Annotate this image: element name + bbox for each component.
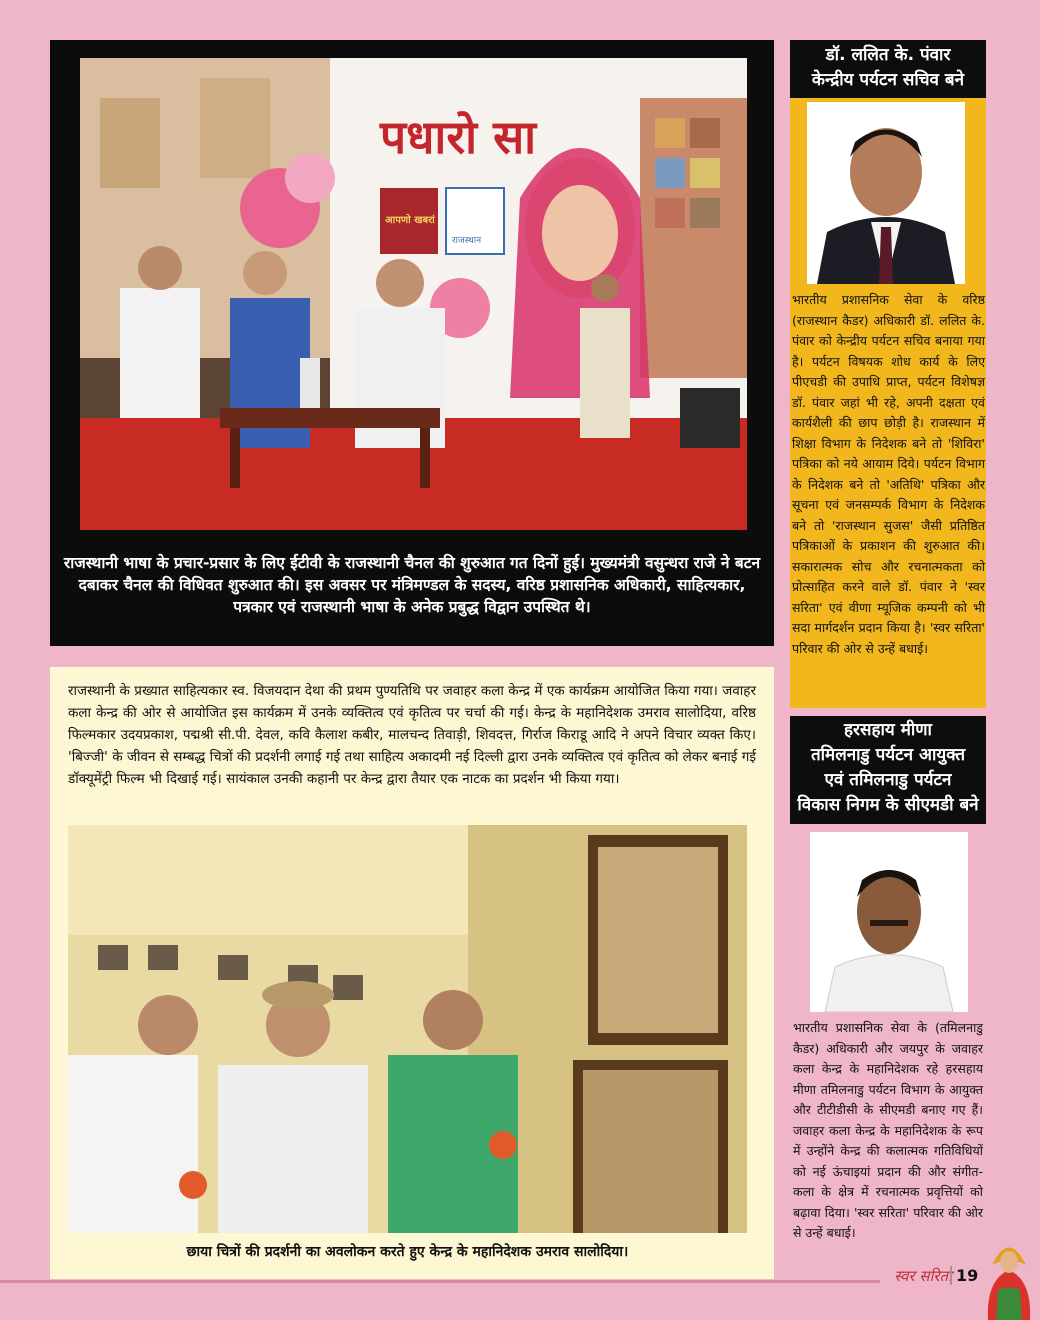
page-number: 19 [950, 1266, 980, 1285]
headline-2-line-2: तमिलनाडु पर्यटन आयुक्त [810, 745, 966, 765]
exhibition-illustration [68, 825, 747, 1233]
portrait-harsahay-meena [810, 832, 968, 1012]
channel-logo-text: आपणो खबरां [385, 215, 435, 226]
exhibition-photo-caption: छाया चित्रों की प्रदर्शनी का अवलोकन करते हुए केन्द्र के महानिदेशक उमराव सालोदिया। [186, 1244, 629, 1260]
channel-sub-text: राजस्थान [452, 236, 482, 246]
headline-1-line-1: डॉ. ललित के. पंवार [825, 45, 951, 65]
stage-banner-text: पधारो सा [380, 110, 537, 164]
sidebar-headline-2 [790, 716, 986, 824]
portrait-lalit-panwar [807, 102, 965, 284]
lady-illustration [978, 1230, 1040, 1320]
headline-2-line-3: एवं तमिलनाडु पर्यटन [824, 770, 952, 790]
headline-2-line-1: हरसहाय मीणा [844, 720, 932, 740]
article-body: राजस्थानी के प्रख्यात साहित्यकार स्व. विजयदान देथा की प्रथम पुण्यतिथि पर जवाहर कला केन्द्र में एक कार्यक्रम आयोजित किया गया। जवाहर कला केन्द्र की ओर से आयोजित इस कार्यक्रम में उनके व्यक्तित्व एवं कृतित्व पर चर्चा की गई। केन्द्र के महानिदेशक उमराव सालोदिया, वरिष्ठ फिल्मकार उदयप्रकाश, पद्मश्री सी.पी. देवल, कवि कैलाश कबीर, मालचन्द तिवाड़ी, शिवदत्त, गिर्राज किराडू आदि ने अपने विचार व्यक्त किए। 'बिज्जी' के जीवन से सम्बद्ध चित्रों की प्रदर्शनी लगाई गई तथा साहित्य अकादमी नई दिल्ली द्वारा उनके व्यक्तित्व एवं कृतित्व को लेकर बनाई गई डॉक्यूमेंट्री फिल्म भी दिखाई गई। सायंकाल उनकी कहानी पर केन्द्र द्वारा तैयार एक नाटक का प्रदर्शन भी किया गया। [68, 683, 756, 787]
sidebar-body-1: भारतीय प्रशासनिक सेवा के वरिष्ठ (राजस्थान कैडर) अधिकारी डॉ. ललित के. पंवार को केन्द्रीय पर्यटन सचिव बनाया गया है। पर्यटन विषयक शोध कार्य के लिए पीएचडी की उपाधि प्राप्त, पर्यटन विशेषज्ञ डॉ. पंवार जहां भी रहे, अपनी दक्षता एवं कार्यशैली की छाप छोड़ी है। राजस्थान में शिक्षा विभाग के निदेशक बने तो 'शिविरा' पत्रिका को नये आयाम दिये। पर्यटन विभाग के निदेशक बने तो 'अतिथि' पत्रिका और सूचना एवं जनसम्पर्क विभाग के निदेशक बने तो 'राजस्थान सुजस' जैसी प्रतिष्ठित पत्रिकाओं के प्रकाशन की शुरुआत की। सकारात्मक सोच और रचनात्मकता को प्रोत्साहित करने वाले डॉ. पंवार ने 'स्वर सरिता' एवं वीणा म्यूजिक कम्पनी को भी सदा मार्गदर्शन प्रदान किया है। 'स्वर सरिता' परिवार की ओर से उन्हें बधाई। [792, 292, 985, 656]
headline-1-line-2: केन्द्रीय पर्यटन सचिव बने [811, 70, 965, 90]
event-stage-photo [80, 58, 747, 530]
top-photo-caption: राजस्थानी भाषा के प्रचार-प्रसार के लिए ईटीवी के राजस्थानी चैनल की शुरुआत गत दिनों हुई। मुख्यमंत्री वसुन्धरा राजे ने बटन दबाकर चैनल की विधिवत शुरुआत की। इस अवसर पर मंत्रिमण्डल के सदस्य, वरिष्ठ प्रशासनिक अधिकारी, साहित्यकार, पत्रकार एवं राजस्थानी भाषा के अनेक प्रबुद्ध विद्वान उपस्थित थे। [63, 554, 761, 616]
sidebar-body-2: भारतीय प्रशासनिक सेवा के (तमिलनाडु कैडर) अधिकारी और जयपुर के जवाहर कला केन्द्र के महानिदेशक रहे हरसहाय मीणा तमिलनाडु पर्यटन विभाग के आयुक्त और टीटीडीसी के सीएमडी बनाए गए हैं। जवाहर कला केन्द्र के महानिदेशक के रूप में उन्होंने केन्द्र की कलात्मक गतिविधियों को नई ऊंचाइयां प्रदान की और संगीत-कला के क्षेत्र में रचनात्मक प्रवृत्तियों को बढ़ावा दिया। 'स्वर सरिता' परिवार की ओर से उन्हें बधाई। [793, 1020, 983, 1240]
headline-2-line-4: विकास निगम के सीएमडी बने [797, 795, 979, 815]
footer-rule [0, 1280, 880, 1283]
event-stage-illustration [80, 58, 747, 530]
sidebar-headline-1 [790, 40, 986, 98]
exhibition-photo [68, 825, 747, 1233]
footer-brand: स्वर सरिता [894, 1267, 952, 1285]
